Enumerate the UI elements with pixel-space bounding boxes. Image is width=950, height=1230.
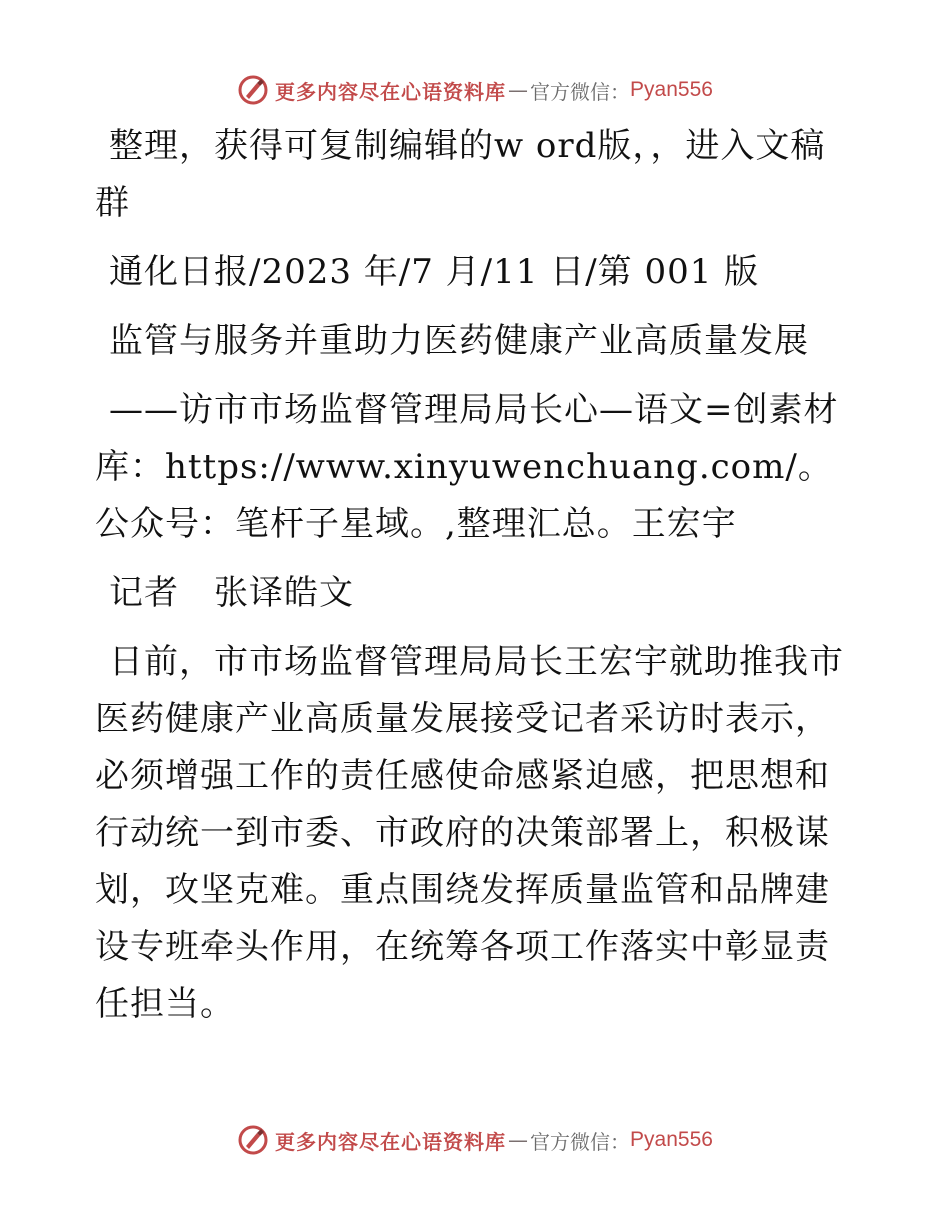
byline: 记者 张译皓文	[109, 573, 354, 613]
logo-icon	[237, 74, 269, 106]
banner-contact-label: 官方微信：	[530, 1129, 631, 1154]
body-paragraph: 日前，市市场监督管理局局长王宏宇就助推我市医药健康产业高质量发展接受记者采访时表示，必须增强工作的责任感使命感紧迫感，把思想和行动统一到市委、市政府的决策部署上，积极谋划，攻坚克难。重点围绕发挥质量监管和品牌建设专班牵头作用，在统筹各项工作落实中彰显责任担当。	[95, 642, 844, 1024]
intro-paragraph: 整理，获得可复制编辑的w ord版，，进入文稿群	[95, 126, 826, 223]
banner-brand-text: 更多内容尽在心语资料库	[275, 1129, 507, 1154]
article-title: 监管与服务并重助力医药健康产业高质量发展	[109, 321, 809, 361]
logo-icon	[237, 1124, 269, 1156]
document-body	[95, 118, 855, 1045]
banner-separator: —	[508, 78, 529, 102]
header-watermark-banner	[0, 70, 950, 110]
source-line: 通化日报/2023 年/7 月/11 日/第 001 版	[109, 252, 760, 292]
footer-watermark-banner	[0, 1120, 950, 1160]
banner-contact-label: 官方微信：	[530, 79, 631, 104]
banner-separator: —	[508, 1128, 529, 1152]
article-subtitle: ——访市市场监督管理局局长心—语文=创素材库：https://www.xinyuwenchuang.com/。公众号：笔杆子星域。,整理汇总。王宏宇	[95, 390, 839, 544]
banner-contact-id: Pyan556	[630, 78, 713, 101]
banner-contact-id: Pyan556	[630, 1128, 713, 1151]
banner-brand-text: 更多内容尽在心语资料库	[275, 79, 507, 104]
